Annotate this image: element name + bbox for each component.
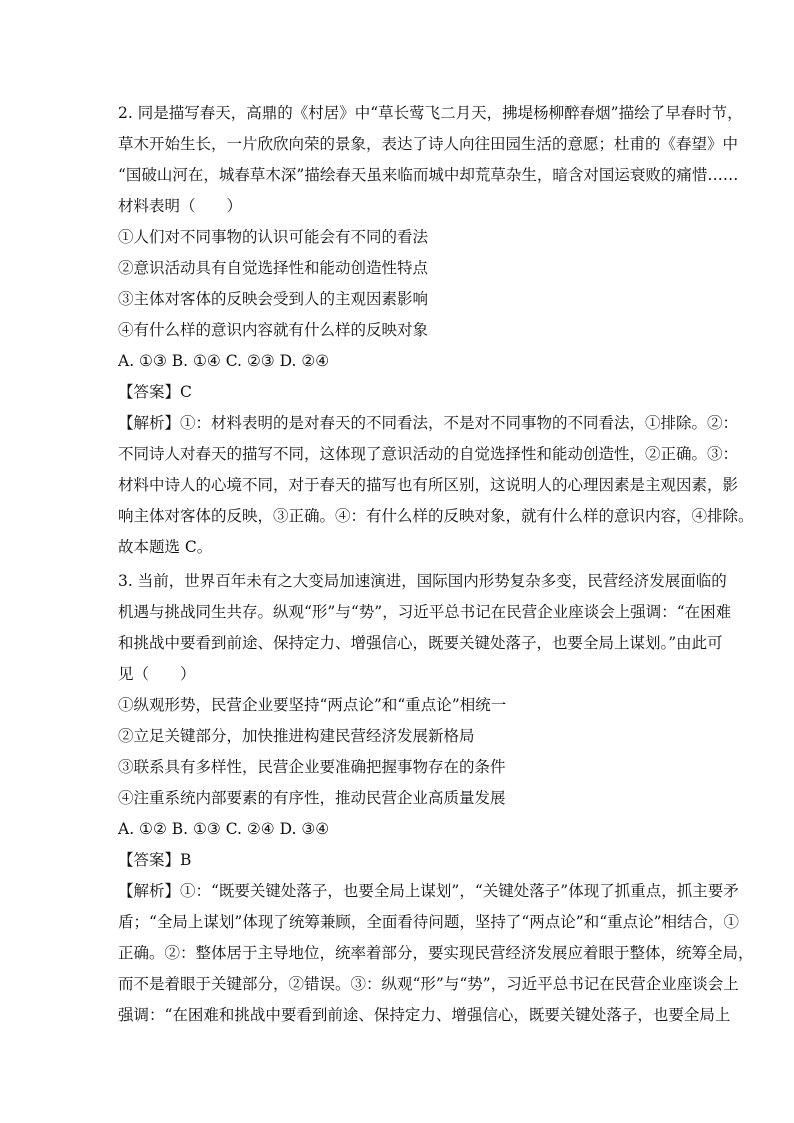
question-stem-line: 草木开始生长，一片欣欣向荣的景象，表达了诗人向往田园生活的意愿；杜甫的《春望》中 [118, 135, 739, 153]
option-item: ③联系具有多样性，民营企业要准确把握事物存在的条件 [118, 758, 506, 776]
option-item: ②立足关键部分，加快推进构建民营经济发展新格局 [118, 727, 475, 745]
answer-label: 【答案】B [118, 851, 192, 869]
question-stem-line: “国破山河在，城春草木深”描绘春天虽来临而城中却荒草杂生，暗含对国运衰败的痛惜…… [118, 166, 739, 184]
question-stem-line: 和挑战中要看到前途、保持定力、增强信心，既要关键处落子，也要全局上谋划。”由此可 [118, 634, 723, 652]
analysis-line: 而不是着眼于关键部分，②错误。③：纵观“形”与“势”，习近平总书记在民营企业座谈会上 [118, 975, 739, 993]
question-stem-line: 3. 当前，世界百年未有之大变局加速演进，国际国内形势复杂多变，民营经济发展面临的 [118, 572, 727, 590]
answer-label: 【答案】C [118, 383, 192, 401]
analysis-line: 盾；“全局上谋划”体现了统筹兼顾，全面看待问题，坚持了“两点论”和“重点论”相结合，① [118, 913, 740, 931]
analysis-line: 故本题选 C。 [118, 538, 213, 556]
question-stem-line: 材料表明（ ） [118, 197, 243, 215]
analysis-line: 不同诗人对春天的描写不同，这体现了意识活动的自觉选择性和能动创造性，②正确。③： [118, 445, 739, 463]
analysis-line: 【解析】①：“既要关键处落子，也要全局上谋划”，“关键处落子”体现了抓重点，抓主要矛 [118, 882, 739, 900]
option-item: ②意识活动具有自觉选择性和能动创造性特点 [118, 259, 429, 277]
option-item: ④有什么样的意识内容就有什么样的反映对象 [118, 321, 429, 339]
question-3 [118, 566, 754, 1031]
analysis-line: 【解析】①：材料表明的是对春天的不同看法，不是对不同事物的不同看法，①排除。②： [118, 414, 739, 432]
option-item: ③主体对客体的反映会受到人的主观因素影响 [118, 290, 429, 308]
question-stem-line: 2. 同是描写春天，高鼎的《村居》中“草长莺飞二月天，拂堤杨柳醉春烟”描绘了早春时节， [118, 104, 743, 122]
answer-choices: A. ①③ B. ①④ C. ②③ D. ②④ [118, 352, 330, 370]
analysis-line: 强调：“在困难和挑战中要看到前途、保持定力、增强信心，既要关键处落子，也要全局上 [118, 1006, 731, 1024]
answer-choices: A. ①② B. ①③ C. ②④ D. ③④ [118, 820, 330, 838]
analysis-line: 正确。②：整体居于主导地位，统率着部分，要实现民营经济发展应着眼于整体，统筹全局， [118, 944, 754, 962]
question-stem-line: 见（ ） [118, 665, 196, 683]
option-item: ①人们对不同事物的认识可能会有不同的看法 [118, 228, 429, 246]
analysis-line: 材料中诗人的心境不同，对于春天的描写也有所区别，这说明人的心理因素是主观因素，影 [118, 476, 739, 494]
question-stem-line: 机遇与挑战同生共存。纵观“形”与“势”，习近平总书记在民营企业座谈会上强调：“在困难 [118, 603, 732, 621]
option-item: ④注重系统内部要素的有序性，推动民营企业高质量发展 [118, 789, 506, 807]
question-2 [118, 98, 754, 563]
option-item: ①纵观形势，民营企业要坚持“两点论”和“重点论”相统一 [118, 696, 507, 714]
analysis-line: 响主体对客体的反映，③正确。④：有什么样的反映对象，就有什么样的意识内容，④排除。 [118, 507, 754, 525]
